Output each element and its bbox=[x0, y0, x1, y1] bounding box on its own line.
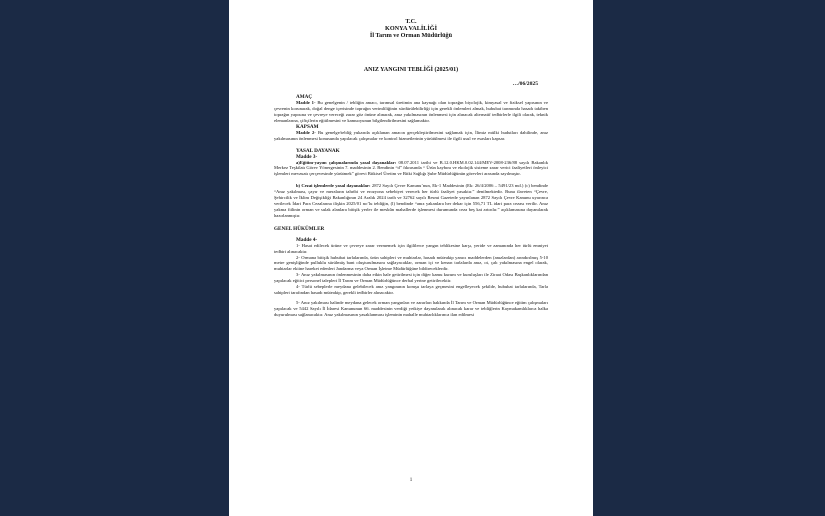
madde-4-item-3: 3- Anız yakılmasının önlenmesinin daha etkin hale getirilmesi için diğer kamu kurum ve kuruluşları ile Ziraat Odası Başkanlıklarından yapılacak eğitici personel talepleri İl Tarım ve Orman Müdürlüğünce derhal yerine getirilecektir. bbox=[274, 272, 548, 284]
letterhead-line-3: İl Tarım ve Orman Müdürlüğü bbox=[369, 32, 453, 40]
madde-2-text: Bu genelge/tebliğ yukarıda açıklanan amacın gerçekleştirilmesini sağlamak için, İlimiz mülki hudutları dahilinde, anız yakılmasının önlenmesi konusunda yapılacak çalışmalar ve kontrol hizmetlerinin yürütülmesi ile ilgili usul ve esasları kapsar. bbox=[274, 129, 548, 141]
document-date: …/06/2025 bbox=[512, 80, 538, 87]
madde-4-item-1: 1- Hasat edilecek ürüne ve çevreye zarar vermemek için ilgililerce yangın tehlikesine karşı, yeride ve zamanında her türlü emniyet tedbiri alınacaktır. bbox=[274, 242, 548, 254]
section-amac bbox=[274, 94, 548, 124]
madde-2-label: Madde 2- bbox=[296, 129, 316, 135]
madde-4-item-4: 4- Türlü sebeplerle meydana gelebilecek anız yangınının komşu tarlaya geçmesini engelleyecek şekilde, hububat tarlalarında, Tarla sahipleri tarafından hasadı müteakip, gerekli tedbirler alınacaktır. bbox=[274, 284, 548, 295]
madde-3a-text: 08.07.2011 tarihi ve B.12.0.HKM.0.02.144/MEV-2008-236/88 sayılı Bakanlık Merkez Teşkilatı Görev Yönergesinin 7. maddesinin 2. Bendinin “d” fıkrasında “ Ürün kaybını ve ekolojik sisteme zarar verici faaliyetleri önleyici işlemleri mevzuatı çerçevesinde yürütmek” görevi Bitkisel Üretim ve Bitki Sağlığı Şube Müdürlüğünün görevleri arasında sayılmıştır. bbox=[274, 159, 548, 177]
letterhead-gap bbox=[274, 40, 548, 67]
section-yasal-dayanak bbox=[274, 148, 548, 219]
madde-3-label: Madde 3- bbox=[296, 153, 318, 160]
madde-4-item-5: 5- Anız yakılması halinde meydana gelecek orman yangınları ve zararları hakkında İl Tarım ve Orman Müdürlüğünce eğitim çalışmaları yapılacak ve 5442 Sayılı İl İdaresi Kanununun 66. maddesinin verdiği yetkiye dayanılarak alınacak karar ve tebliğlerin Kaymakamlıklarca halka duyurulması sağlanacaktır. Anız yakılmasının yasaklanması işleminin mahalle muhtarlıklarınca ilan edilmesi bbox=[274, 299, 548, 317]
paragraph-madde-3b bbox=[274, 183, 548, 218]
section-kapsam bbox=[274, 124, 548, 142]
letterhead-line-1: T.C. bbox=[405, 18, 417, 25]
page-content bbox=[274, 18, 548, 318]
paragraph-madde-1 bbox=[274, 100, 548, 124]
section-genel-hukumler bbox=[274, 226, 548, 318]
madde-3b-label: b) Cezai işlemlerde yasal dayanaklar: bbox=[296, 183, 371, 189]
paragraph-madde-2 bbox=[274, 130, 548, 142]
madde-3b-text: 2872 Sayılı Çevre Kanunu’nun, Ek-1 Maddesinin (Ek: 26/4/2006 – 5491/23 md.) (c) bendinde “Anız yakılması, çayır ve meraların tahribi ve erozyona sebebiyet verecek her türlü faaliyet yasaktır.” denilmektedir. Buna ilaveten “Çevre, Şehircilik ve İklim Değişikliği Bakanlığının 24 Aralık 2024 tarih ve 32762 sayılı Resmi Gazetede yayınlanan 2872 Sayılı Çevre Kanunu uyarınca verilecek İdari Para Cezalarına ilişkin 2025/01 no’lu tebliğin, (l) bendinde “anız yakanlara her dekar için 556,71 TL idari para cezası verilir. Anız yakma fiilinin orman ve sulak alanlara bitişik yerler ile meskûn mahallerde işlenmesi durumunda ceza beş kat artırılır.” açıklamasına dayanılarak hazırlanmıştır. bbox=[274, 183, 549, 218]
madde-3a-label: a)Eğitim-yayım çalışmalarında yasal dayanaklar: bbox=[296, 159, 397, 165]
section-heading-amac: AMAÇ bbox=[296, 94, 313, 101]
page-number: 1 bbox=[409, 478, 413, 483]
section-heading-kapsam: KAPSAM bbox=[296, 123, 319, 130]
document-title: ANIZ YANGINI TEBLİĞİ (2025/01) bbox=[363, 66, 459, 73]
letterhead-line-2: KONYA VALİLİĞİ bbox=[385, 25, 437, 33]
section-heading-genel: GENEL HÜKÜMLER bbox=[274, 225, 325, 232]
madde-1-label: Madde 1- bbox=[296, 100, 316, 106]
madde-4-label: Madde 4- bbox=[296, 236, 318, 243]
section-heading-yasal: YASAL DAYANAK bbox=[296, 147, 340, 154]
document-page bbox=[229, 0, 593, 516]
madde-1-text: Bu genelgenin / tebliğin amacı, tarımsal üretimin ana kaynağı olan toprağın biyolojik, kimyasal ve fiziksel yapısının ve çevrenin korunarak, doğal denge içerisinde toprağın verimliliğinin sürdürülebilirliği için gerekli önlemleri almak, hububat tarımında hasadı takiben toprağın yapısına ve çevreye vereceği zarar göz önüne alınarak, anız yakılmasının önlenmesi için alınacak alternatif tedbirlerle ilgili olarak, teknik elemanlarına, çiftçilerin eğitilmesini ve kamuoyunun bilgilendirilmesini sağlamaktır. bbox=[274, 100, 548, 123]
letterhead bbox=[274, 18, 548, 67]
paragraph-madde-3a bbox=[274, 160, 548, 178]
madde-4-item-2: 2- Ormana bitişik hububat tarlalarında, ürün sahipleri ve muhtarlar, hasadı müteakip yanıcı maddelerden (anızlardan) arındırılmış 5-10 metre genişliğinde pulluklu sürülmüş bant oluşturulmasını sağlayacaklar, orman içi ve kenarı tarlalarda anız, ot, çalı yakılmasına engel olarak, muhtarlar ekiine hareket edenleri Jandarma veya Orman İşletme Müdürlüğüne bildireceklerdir. bbox=[274, 254, 548, 272]
